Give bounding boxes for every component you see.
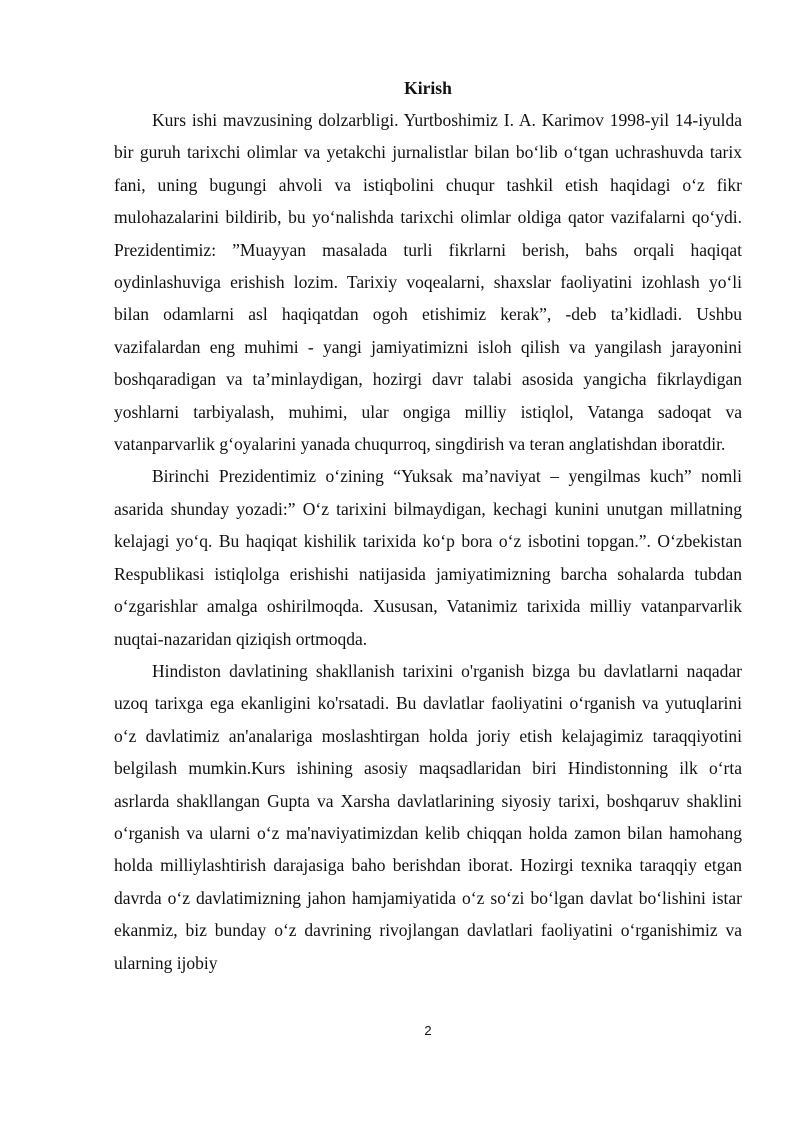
paragraph-3: Hindiston davlatining shakllanish tarixini o'rganish bizga bu davlatlarni naqadar uzoq tarixga ega ekanligini ko'rsatadi. Bu davlatlar faoliyatini o‘rganish va yutuqlarini o‘z davlatimiz an'analariga moslashtirgan holda joriy etish kelajagimiz taraqqiyotini belgilash mumkin.Kurs ishining asosiy maqsadlaridan biri Hindistonning ilk o‘rta asrlarda shakllangan Gupta va Xarsha davlatlarining siyosiy tarixi, boshqaruv shaklini o‘rganish va ularni o‘z ma'naviyatimizdan kelib chiqqan holda zamon bilan hamohang holda milliylashtirish darajasiga baho berishdan iborat. Hozirgi texnika taraqqiy etgan davrda o‘z davlatimizning jahon hamjamiyatida o‘z so‘zi bo‘lgan davlat bo‘lishini istar ekanmiz, biz bunday o‘z davrining rivojlangan davlatlari faoliyatini o‘rganishimiz va ularning ijobiy [114, 660, 742, 973]
section-heading: Kirish [404, 78, 452, 98]
body-text [114, 104, 742, 979]
page-number: 2 [424, 1023, 432, 1038]
paragraph-2: Birinchi Prezidentimiz o‘zining “Yuksak ma’naviyat – yengilmas kuch” nomli asarida shunday yozadi:” O‘z tarixini bilmaydigan, kechagi kunini unutgan millatning kelajagi yo‘q. Bu haqiqat kishilik tarixida ko‘p bora o‘z isbotini topgan.”. O‘zbekistan Respublikasi istiqlolga erishishi natijasida jamiyatimizning barcha sohalarda tubdan o‘zgarishlar amalga oshirilmoqda. Xususan, Vatanimiz tarixida milliy vatanparvarlik nuqtai-nazaridan qiziqish ortmoqda. [114, 466, 742, 649]
paragraph-1: Kurs ishi mavzusining dolzarbligi. Yurtboshimiz I. A. Karimov 1998-yil 14-iyulda bir guruh tarixchi olimlar va yetakchi jurnalistlar bilan bo‘lib o‘tgan uchrashuvda tarix fani, uning bugungi ahvoli va istiqbolini chuqur tashkil etish haqidagi o‘z fikr mulohazalarini bildirib, bu yo‘nalishda tarixchi olimlar oldiga qator vazifalarni qo‘ydi. Prezidentimiz: ”Muayyan masalada turli fikrlarni berish, bahs orqali haqiqat oydinlashuviga erishish lozim. Tarixiy voqealarni, shaxslar faoliyatini izohlash yo‘li bilan odamlarni asl haqiqatdan ogoh etishimiz kerak”, -deb ta’kidladi. Ushbu vazifalardan eng muhimi - yangi jamiyatimizni isloh qilish va yangilash jarayonini boshqaradigan va ta’minlaydigan, hozirgi davr talabi asosida yangicha fikrlaydigan yoshlarni tarbiyalash, muhimi, ular ongiga milliy istiqlol, Vatanga sadoqat va vatanparvarlik g‘oyalarini yanada chuqurroq, singdirish va teran anglatishdan iboratdir. [114, 110, 742, 455]
